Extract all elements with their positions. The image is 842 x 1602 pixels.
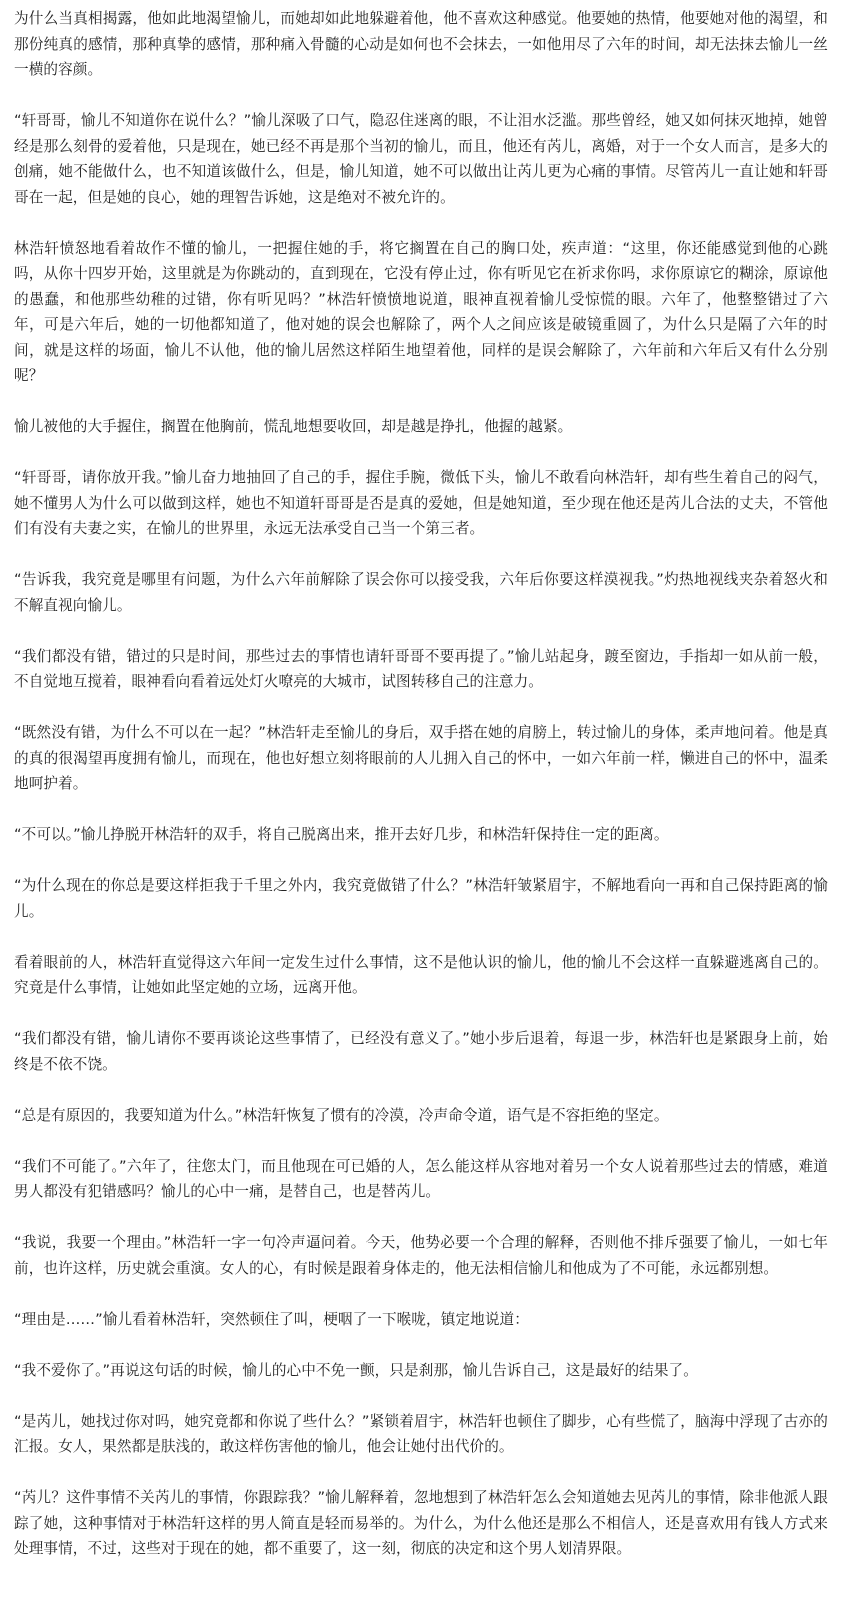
article-paragraph: “为什么现在的你总是要这样拒我于千里之外内，我究竟做错了什么？”林浩轩皱紧眉宇，不解地看向一再和自己保持距离的愉儿。	[14, 877, 828, 920]
article-paragraph: 愉儿被他的大手握住，搁置在他胸前，慌乱地想要收回，却是越是挣扎，他握的越紧。	[14, 418, 573, 435]
article-paragraph: “我不爱你了。”再说这句话的时候，愉儿的心中不免一颤，只是刹那，愉儿告诉自己，这是最好的结果了。	[14, 1361, 698, 1379]
article-paragraph: “我说，我要一个理由。”林浩轩一字一句冷声逼问着。今天，他势必要一个合理的解释，否则他不排斥强要了愉儿，一如七年前，也许这样，历史就会重演。女人的心，有时候是跟着身体走的，他无法相信愉儿和他成为了不可能，永远都别想。	[14, 1234, 828, 1277]
article-paragraph: “轩哥哥，请你放开我。”愉儿奋力地抽回了自己的手，握住手腕，微低下头，愉儿不敢看向林浩轩，却有些生着自己的闷气，她不懂男人为什么可以做到这样，她也不知道轩哥哥是否是真的爱她，但是她知道，至少现在他还是芮儿合法的丈夫，不管他们有没有夫妻之实，在愉儿的世界里，永远无法承受自己当一个第三者。	[14, 469, 828, 537]
article-paragraph: “是芮儿，她找过你对吗，她究竟都和你说了些什么？”紧锁着眉宇，林浩轩也顿住了脚步，心有些慌了，脑海中浮现了古亦的汇报。女人，果然都是肤浅的，敢这样伤害他的愉儿，他会让她付出代价的。	[14, 1412, 828, 1455]
article-paragraph: “我们不可能了。”六年了，往您太门，而且他现在可已婚的人，怎么能这样从容地对着另一个女人说着那些过去的情感，难道男人都没有犯错感吗？愉儿的心中一痛，是替自己，也是替芮儿。	[14, 1157, 828, 1200]
article-paragraph: “告诉我，我究竟是哪里有问题，为什么六年前解除了误会你可以接受我，六年后你要这样漠视我。”灼热地视线夹杂着怒火和不解直视向愉儿。	[14, 571, 828, 614]
article-paragraph: “我们都没有错，错过的只是时间，那些过去的事情也请轩哥哥不要再提了。”愉儿站起身，踱至窗边，手指却一如从前一般，不自觉地互搅着，眼神看向看着远处灯火嘹亮的大城市，试图转移自己的注意力。	[14, 647, 828, 690]
article-paragraph: “不可以。”愉儿挣脱开林浩轩的双手，将自己脱离出来，推开去好几步，和林浩轩保持住一定的距离。	[14, 826, 669, 843]
article-paragraph: 为什么当真相揭露，他如此地渴望愉儿，而她却如此地躲避着他，他不喜欢这种感觉。他要她的热情，他要她对他的渴望，和那份纯真的感情，那种真挚的感情，那种痛入骨髓的心动是如何也不会抹去，一如他用尽了六年的时间，却无法抹去愉儿一丝一横的容颜。	[14, 10, 828, 78]
article-paragraph: 林浩轩愤怒地看着故作不懂的愉儿，一把握住她的手，将它搁置在自己的胸口处，疾声道：“这里，你还能感觉到他的心跳吗，从你十四岁开始，这里就是为你跳动的，直到现在，它没有停止过，你有听见它在祈求你吗，求你原谅它的糊涂，原谅他的愚蠢，和他那些幼稚的过错，你有听见吗？”林浩轩愤愤地说道，眼神直视着愉儿受惊慌的眼。六年了，他整整错过了六年，可是六年后，她的一切他都知道了，他对她的误会也解除了，两个人之间应该是破镜重圆了，为什么只是隔了六年的时间，就是这样的场面，愉儿不认他，他的愉儿居然这样陌生地望着他，同样的是误会解除了，六年前和六年后又有什么分别呢？	[14, 239, 828, 384]
article-paragraph: “既然没有错，为什么不可以在一起？”林浩轩走至愉儿的身后，双手搭在她的肩膀上，转过愉儿的身体，柔声地问着。他是真的真的很渴望再度拥有愉儿，而现在，他也好想立刻将眼前的人儿拥入自己的怀中，一如六年前一样，懒进自己的怀中，温柔地呵护着。	[14, 724, 828, 792]
article-paragraph: “总是有原因的，我要知道为什么。”林浩轩恢复了惯有的冷漠，冷声命令道，语气是不容拒绝的坚定。	[14, 1106, 669, 1124]
article-paragraph: 看着眼前的人，林浩轩直觉得这六年间一定发生过什么事情，这不是他认识的愉儿，他的愉儿不会这样一直躲避逃离自己的。究竟是什么事情，让她如此坚定她的立场，远离开他。	[14, 953, 828, 996]
article-paragraph: “轩哥哥，愉儿不知道你在说什么？”愉儿深吸了口气，隐忍住迷离的眼，不让泪水泛滥。那些曾经，她又如何抹灭地掉，她曾经是那么刻骨的爱着他，只是现在，她已经不再是那个当初的愉儿，而且，他还有芮儿，离婚，对于一个女人而言，是多大的创痛，她不能做什么，也不知道该做什么，但是，愉儿知道，她不可以做出让芮儿更为心痛的事情。尽管芮儿一直让她和轩哥哥在一起，但是她的良心，她的理智告诉她，这是绝对不被允许的。	[14, 112, 828, 206]
article-paragraph: “我们都没有错，愉儿请你不要再谈论这些事情了，已经没有意义了。”她小步后退着，每退一步，林浩轩也是紧跟身上前，始终是不依不饶。	[14, 1030, 828, 1073]
article-paragraph: “理由是……”愉儿看着林浩轩，突然顿住了叫，梗咽了一下喉咙，镇定地说道：	[14, 1310, 529, 1328]
article-paragraph: “芮儿？这件事情不关芮儿的事情，你跟踪我？”愉儿解释着，忽地想到了林浩轩怎么会知道她去见芮儿的事情，除非他派人跟踪了她，这种事情对于林浩轩这样的男人简直是轻而易举的。为什么，为什么他还是那么不相信人，还是喜欢用有钱人方式来处理事情，不过，这些对于现在的她，都不重要了，这一刻，彻底的决定和这个男人划清界限。	[14, 1489, 828, 1557]
